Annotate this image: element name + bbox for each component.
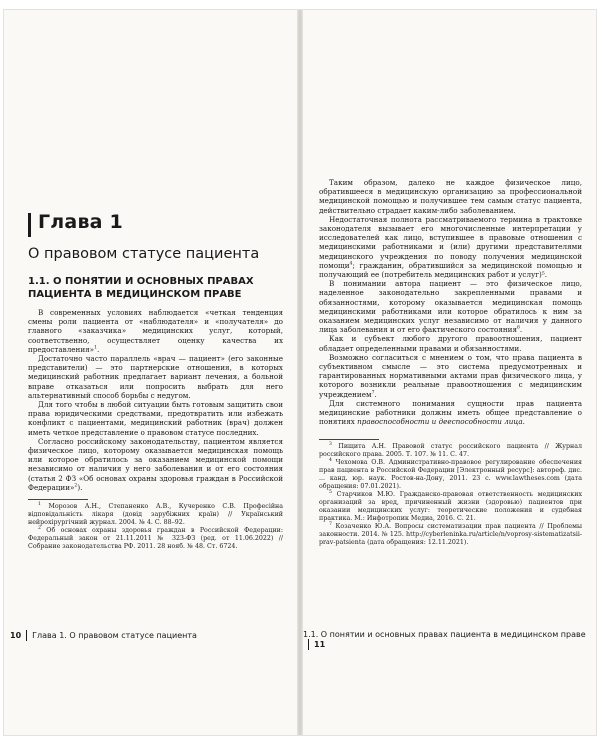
footnote: $^4$ Чехомова О.В. Административно-правовое регулирование обеспечения прав пациента в Российской Федерации [Электронный ресурс]: автореф. дис. ... канд. юр. наук. Ростов-на-Дону, 2011. 23 с. www.lawtheses.com (дата обращения: 07.01.2021). <box>319 457 582 490</box>
footnote: $^3$ Пищита А.Н. Правовой статус российского пациента // Журнал российского права. 2005. Т. 107. № 11. С. 47. <box>319 441 582 458</box>
paragraph: Согласно российскому законодательству, пациентом является физическое лицо, которому оказывается медицинская помощь или которое обратилось за оказанием медицинской помощи независимо от наличия у него заболевания и от его состояния (статья 2 ФЗ «Об основах охраны здоровья граждан в Российской Федерации»$^2$). <box>28 436 283 492</box>
footnote: $^2$ Об основах охраны здоровья граждан в Российской Федерации: Федеральный закон от 21.11.2011 № 323-ФЗ (ред. от 11.06.2022) // Собрание законодательства РФ. 2011. 28 нояб. № 48. Ст. 6724. <box>28 525 283 550</box>
footnote-divider <box>28 499 88 500</box>
paragraph: Возможно согласиться с мнением о том, что права пациента в субъективном смысле — это система предусмотренных и гарантированных нормативными актами прав физического лица, у которого возникли реальные правоотношения с медицинским учреждением$^7$. <box>319 352 582 399</box>
running-header: 1.1. О понятии и основных правах пациента в медицинском праве <box>303 630 586 639</box>
left-page-footer <box>10 630 197 641</box>
footer-divider <box>26 630 27 641</box>
running-header: Глава 1. О правовом статусе пациента <box>32 631 197 640</box>
paragraph: Как и субъект любого другого правоотношения, пациент обладает определенными правами и обязанностями. <box>319 334 582 353</box>
footnote: $^7$ Козаченко Ю.А. Вопросы систематизации прав пациента // Проблемы законности. 2014. № 125. http://cyberleninka.ru/article/n/voprosy-sistematizatsii-prav-patsienta (дата обращения: 12.11.2021). <box>319 521 582 546</box>
footnote: $^1$ Морозов А.Н., Степаненко А.В., Кучеренко С.В. Професійна відповідальність лікаря (довід зарубіжних країн) // Український нейрохірургічний журнал. 2004. № 4. С. 88–92. <box>28 501 283 526</box>
chapter-accent-bar <box>28 213 31 237</box>
footer-divider <box>308 639 309 650</box>
right-footnotes <box>319 443 582 547</box>
paragraph: Недостаточная полнота рассматриваемого термина в трактовке законодателя вызывает его многочисленные интерпретации у исследователей как лицо, вступившее в правовые отношения с медицинскими работниками и (или) другими представителями медицинского учреждения по поводу получения медицинской помощи$^4$; гражданин, обратившийся за медицинской помощью и получающий ее (потребитель медицинских работ и услуг)⁵. <box>319 214 582 280</box>
right-page <box>303 10 596 735</box>
left-footnotes <box>28 503 283 551</box>
chapter-label: Глава 1 <box>38 211 123 233</box>
section-heading: 1.1. О ПОНЯТИИ И ОСНОВНЫХ ПРАВАХ ПАЦИЕНТА В МЕДИЦИНСКОМ ПРАВЕ <box>28 276 254 300</box>
chapter-title: О правовом статусе пациента <box>28 246 260 262</box>
footnote-divider <box>319 439 379 440</box>
page-number: 10 <box>10 631 22 640</box>
paragraph: Для того чтобы в любой ситуации быть готовым защитить свои права юридическими средствами, предотвратить или избежать конфликт с пациентами, медицинский работник (врач) должен иметь четкое представление о правовом статусе последних. <box>28 400 283 437</box>
paragraph: Таким образом, далеко не каждое физическое лицо, обратившееся в медицинскую организацию за профессиональной медицинской помощью и получившее тем самым статус пациента, действительно страдает каким-либо заболеванием. <box>319 178 582 215</box>
right-body-text <box>319 178 582 426</box>
paragraph: В современных условиях наблюдается «четкая тенденция смены роли пациента от «наблюдателя» и «получателя» до главного «заказчика» медицинских услуг, который, соответственно, осуществляет оценку качества их предоставления»$^1$. <box>28 308 283 354</box>
paragraph: Для системного понимания сущности прав пациента медицинские работники должны иметь общее представление о понятиях правоспособности и дееспособности лица. <box>319 398 582 427</box>
paragraph: В понимании автора пациент — это физическое лицо, наделенное законодательно закрепленными правами и обязанностями, которому оказывается медицинская помощь медицинскими работниками или которое обратилось к ним за оказанием медицинских услуг независимо от наличия у данного лица заболевания и от его фактического состояния$^6$. <box>319 279 582 335</box>
paragraph: Достаточно часто параллель «врач — пациент» (его законные представители) — это партнерские отношения, в которых медицинский работник предлагает вариант лечения, а больной вправе отказаться или попросить выбрать для него альтернативный способ борьбы с недугом. <box>28 354 283 400</box>
footnote: $^5$ Старчиков М.Ю. Гражданско-правовая ответственность медицинских организаций за вред, причиненный жизни (здоровью) пациентов при оказании медицинских услуг: теоретические положения и судебная практика. М.: Инфотропик Медиа, 2016. С. 21. <box>319 489 582 522</box>
left-body-text <box>28 308 283 492</box>
page-number: 11 <box>314 640 326 649</box>
left-page <box>4 10 297 735</box>
right-page-footer <box>303 630 588 650</box>
book-spread <box>4 10 596 735</box>
